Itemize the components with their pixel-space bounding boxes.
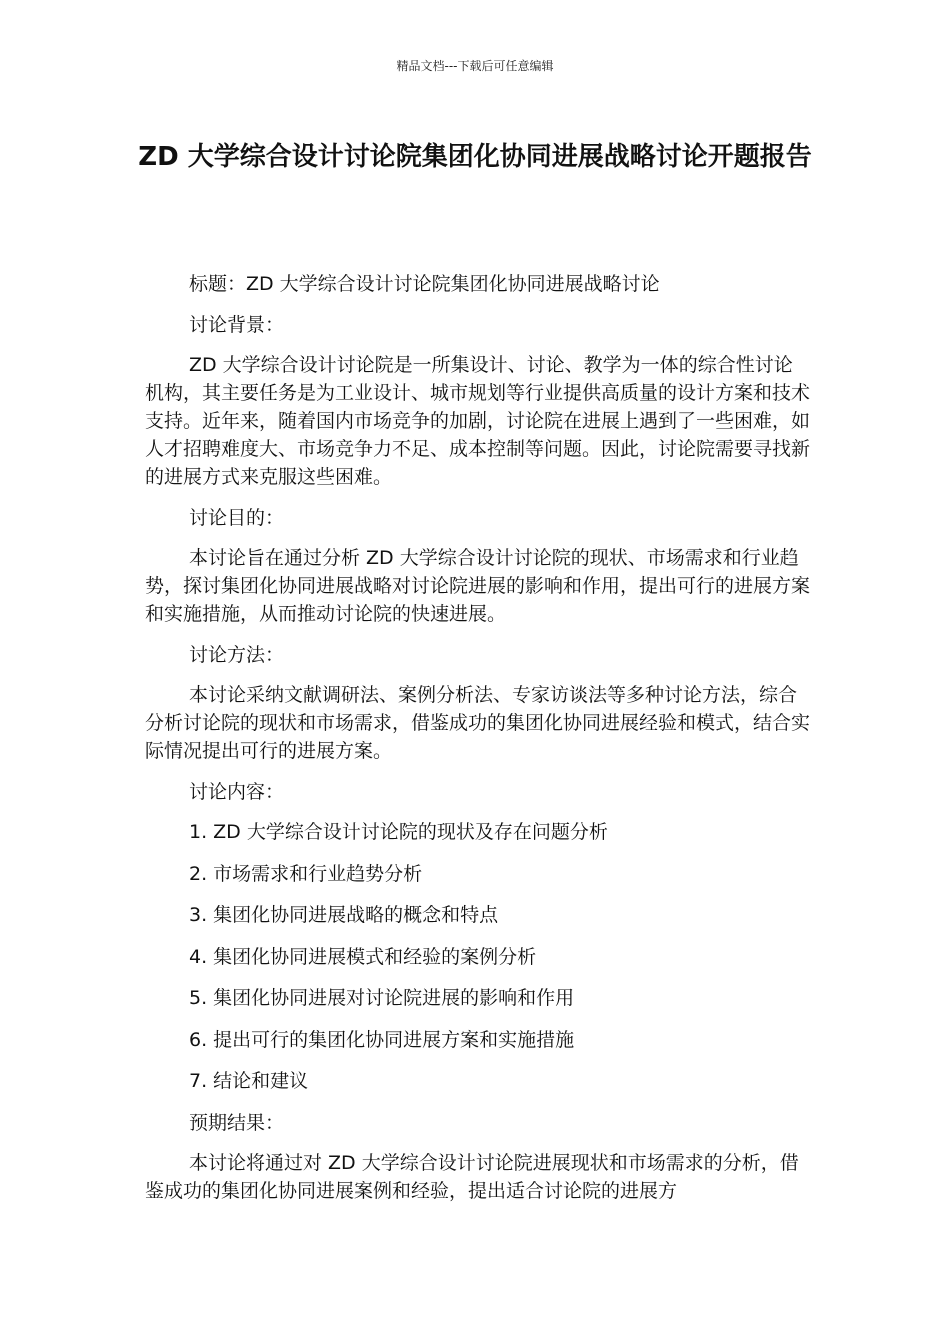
content-heading: 讨论内容： [189, 780, 285, 803]
content-list-item: 7. 结论和建议 [189, 1070, 309, 1092]
subject-line: 标题：ZD 大学综合设计讨论院集团化协同进展战略讨论 [189, 273, 660, 295]
background-heading: 讨论背景： [189, 313, 285, 336]
content-list-item: 6. 提出可行的集团化协同进展方案和实施措施 [189, 1028, 575, 1051]
content-list-item: 5. 集团化协同进展对讨论院进展的影响和作用 [189, 987, 575, 1009]
header-note: 精品文档---下载后可任意编辑 [396, 59, 554, 73]
purpose-heading: 讨论目的： [189, 506, 285, 529]
method-paragraph: 本讨论采纳文献调研法、案例分析法、专家访谈法等多种讨论方法，综合分析讨论院的现状和市场需求，借鉴成功的集团化协同进展经验和模式，结合实际情况提出可行的进展方案。 [145, 684, 811, 762]
content-list-item: 2. 市场需求和行业趋势分析 [189, 862, 423, 885]
document-title: ZD 大学综合设计讨论院集团化协同进展战略讨论开题报告 [138, 142, 812, 172]
method-heading: 讨论方法： [189, 643, 285, 666]
content-list-item: 4. 集团化协同进展模式和经验的案例分析 [189, 945, 537, 968]
results-paragraph: 本讨论将通过对 ZD 大学综合设计讨论院进展现状和市场需求的分析，借鉴成功的集团化协同进展案例和经验，提出适合讨论院的进展方 [145, 1152, 799, 1202]
results-heading: 预期结果： [189, 1111, 285, 1134]
purpose-paragraph: 本讨论旨在通过分析 ZD 大学综合设计讨论院的现状、市场需求和行业趋势，探讨集团化协同进展战略对讨论院进展的影响和作用，提出可行的进展方案和实施措施，从而推动讨论院的快速进展。 [145, 547, 811, 625]
document-body [145, 270, 810, 1218]
content-list-item: 3. 集团化协同进展战略的概念和特点 [189, 904, 499, 926]
background-paragraph: ZD 大学综合设计讨论院是一所集设计、讨论、教学为一体的综合性讨论机构，其主要任务是为工业设计、城市规划等行业提供高质量的设计方案和技术支持。近年来，随着国内市场竞争的加剧，讨论院在进展上遇到了一些困难，如人才招聘难度大、市场竞争力不足、成本控制等问题。因此，讨论院需要寻找新的进展方式来克服这些困难。 [145, 354, 811, 488]
content-list-item: 1. ZD 大学综合设计讨论院的现状及存在问题分析 [189, 821, 608, 843]
